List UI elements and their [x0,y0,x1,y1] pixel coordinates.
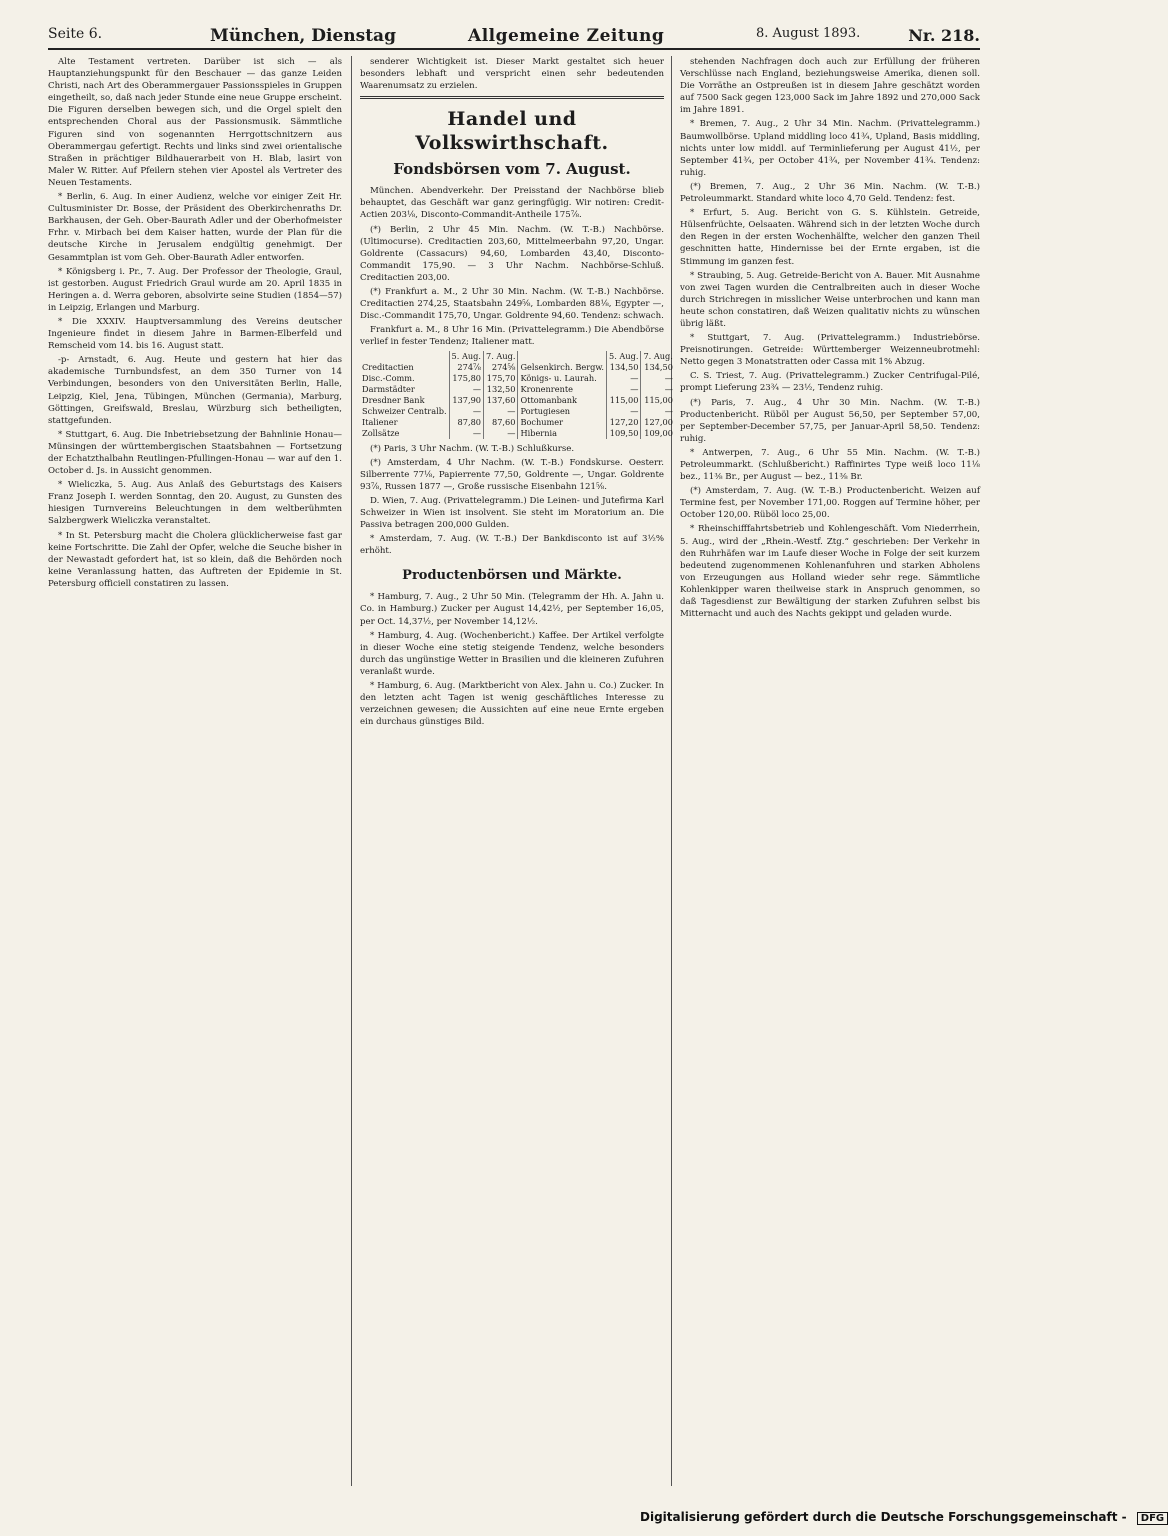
quotes-cell: 115,00 [607,395,641,406]
article-paragraph: * Stuttgart, 6. Aug. Die Inbetriebsetzung der Bahnlinie Honau—Münsingen der württembergischen Staatsbahnen — Fortsetzung der Echatzthalbahn Reutlingen-Pfullingen-Honau — war auf den 1. October d. Js. in Aussicht genommen. [48,429,342,477]
quotes-row [360,406,675,417]
quotes-cell: Darmstädter [362,383,415,394]
quotes-row [360,362,675,373]
market-report: Frankfurt a. M., 8 Uhr 16 Min. (Privattelegramm.) Die Abendbörse verlief in fester Tendenz; Italiener matt. [360,325,664,348]
quotes-cell: Königs- u. Laurah. [518,373,607,384]
market-report: (*) Berlin, 2 Uhr 45 Min. Nachm. (W. T.-B.) Nachbörse. (Ultimocurse). Creditactien 203,60, Mittelmeerbahn 97,20, Ungar. Goldrente (Cassacurs) 94,60, Lombarden 43,40, Disconto-Commandit 175,90. — 3 Uhr Nachm. Nachbörse-Schluß. Creditactien 203,00. [360,224,664,283]
article-paragraph: * Berlin, 6. Aug. In einer Audienz, welche vor einiger Zeit Hr. Cultusminister Dr. Bosse, der Präsident des Oberkirchenraths Dr. Barkhausen, der Geh. Ober-Baurath Adler und der Oberhofmeister Frhr. v. Mirbach bei dem Kaiser hatten, wurde der Plan für die deutsche Kirche in Jerusalem endgültig genehmigt. Der Gesammtplan ist vom Geh. Ober-Baurath Adler entworfen. [48,192,342,263]
quotes-row [360,373,675,384]
market-report: * Straubing, 5. Aug. Getreide-Bericht von A. Bauer. Mit Ausnahme von zwei Tagen wurden die Centralbreiten auch in dieser Woche durch Strichregen in misslicher Weise unterbrochen und kann man heute schon constatiren, daß Weizen qualitativ nichts zu wünschen übrig läßt. [680,270,980,329]
page-header [48,22,980,50]
credit-text: Digitalisierung gefördert durch die Deutsche Forschungsgemeinschaft - [640,1510,1127,1524]
quotes-header-cell: 7. Aug. [484,351,518,362]
market-report: C. S. Triest, 7. Aug. (Privattelegramm.) Zucker Centrifugal-Pilé, prompt Lieferung 23¾ — 23½, Tendenz ruhig. [680,371,980,394]
article-paragraph: Alte Testament vertreten. Darüber ist sich — als Hauptanziehungspunkt für den Beschauer — das ganze Leiden Christi, nach Art des Oberammergauer Passionsspieles in Gruppen eingetheilt, so, daß nach jeder Stunde eine neue Gruppe erscheint. Die Figuren derselben bewegen sich, und die Orgel spielt den entsprechenden Choral aus der Passionsmusik. Sämmtliche Figuren sind von sogenannten Herrgottschnitzern aus Oberammergau gefertigt. Rechts und links sind zwei orientalische Straßen in prächtiger Bildhauerarbeit von H. Blab, lasirt von Maler W. Ritter. Auf Pfeilern stehen vier Apostel als Vertreter des Neuen Testaments. [48,57,342,188]
quotes-cell: 274⅝ [484,362,518,373]
newspaper-title: Allgemeine Zeitung [468,26,665,46]
column-rule [671,56,672,1486]
quotes-cell: 137,90 [449,395,483,406]
quotes-cell: 134,50 [607,362,641,373]
quotes-cell: — [484,428,518,439]
column-3 [680,56,980,1486]
market-report: * Stuttgart, 7. Aug. (Privattelegramm.) Industriebörse. Preisnotirungen. Getreide: Württemberger Weizenneubrotmehl: Netto gegen 3 Monatstratten oder Cassa mit 1% Abzug. [680,333,980,368]
article-paragraph: * Königsberg i. Pr., 7. Aug. Der Professor der Theologie, Graul, ist gestorben. August Friedrich Graul wurde am 20. April 1835 in Heringen a. d. Werra geboren, absolvirte seine Studien (1854—57) in Leipzig, Erlangen und Marburg. [48,266,342,313]
market-report: stehenden Nachfragen doch auch zur Erfüllung der früheren Verschlüsse nach England, beziehungsweise Amerika, dienen soll. Die Vorräthe an Ostpreußen ist in diesem Jahre geschätzt worden auf 7500 Sack gegen 123,000 Sack im Jahre 1892 und 270,000 Sack im Jahre 1891. [680,57,980,116]
quotes-cell: Disc.-Comm. [362,372,415,383]
market-report: (*) Amsterdam, 4 Uhr Nachm. (W. T.-B.) Fondskurse. Oesterr. Silberrente 77⅛, Papierrente 77,50, Goldrente —, Ungar. Goldrente 93⅞, Russen 1877 —, Große russische Eisenbahn 121⅝. [360,457,664,492]
quotes-table [360,351,675,439]
quotes-cell: 109,50 [607,428,641,439]
quotes-cell: Creditactien [362,361,414,372]
article-paragraph: * In St. Petersburg macht die Cholera glücklicherweise fast gar keine Fortschritte. Die Zahl der Opfer, welche die Seuche bisher in der Newastadt gefordert hat, ist so klein, daß die Behörden noch keine Veranlassung hatten, das Auftreten der Epidemie in St. Petersburg officiell constatiren zu lassen. [48,530,342,589]
article-paragraph: -p- Arnstadt, 6. Aug. Heute und gestern hat hier das akademische Turnbundsfest, an dem 350 Turner von 14 Verbindungen, besonders von den Universitäten Berlin, Halle, Leipzig, Kiel, Jena, Tübingen, München (Germania), Marburg, Göttingen, Greifswald, Breslau, Würzburg sich betheiligten, stattgefunden. [48,355,342,426]
quotes-cell: Hibernia [518,428,607,439]
place-and-day: München, Dienstag [210,26,396,46]
market-report: (*) Bremen, 7. Aug., 2 Uhr 36 Min. Nachm. (W. T.-B.) Petroleummarkt. Standard white loco 4,70 Geld. Tendenz: fest. [680,181,980,205]
quotes-cell: — [607,406,641,417]
quotes-cell: 127,20 [607,417,641,428]
quotes-cell: Italiener [362,416,398,427]
quotes-cell: Dresdner Bank [362,394,425,405]
quotes-cell: — [449,428,483,439]
quotes-cell: 175,80 [449,373,483,384]
article-paragraph: * Wieliczka, 5. Aug. Aus Anlaß des Geburtstags des Kaisers Franz Joseph I. werden Sonntag, den 20. August, zu Gunsten des hiesigen Turnvereins Beleuchtungen in dem weltberühmten Salzbergwerk Wieliczka veranstaltet. [48,480,342,527]
page-number: Seite 6. [48,26,103,42]
quotes-header-cell: 5. Aug. [449,351,483,362]
market-report: * Hamburg, 7. Aug., 2 Uhr 50 Min. (Telegramm der Hh. A. Jahn u. Co. in Hamburg.) Zucker per August 14,42½, per September 16,05, per Oct. 14,37½, per November 14,12½. [360,592,664,627]
article-paragraph: senderer Wichtigkeit ist. Dieser Markt gestaltet sich heuer besonders lebhaft und verspricht einen sehr bedeutenden Waarenumsatz zu erzielen. [360,57,664,92]
quotes-header-row [360,351,675,362]
quotes-cell: Ottomanbank [518,395,607,406]
column-rule [351,56,352,1486]
market-report: * Erfurt, 5. Aug. Bericht von G. S. Kühlstein. Getreide, Hülsenfrüchte, Oelsaaten. Während sich in der letzten Woche durch den Regen in der ersten Wochenhälfte, welcher den ganzen Theil geschnitten hatte, Hindernisse bei der Ernte ergaben, ist die Stimmung im ganzen fest. [680,208,980,267]
market-report: * Antwerpen, 7. Aug., 6 Uhr 55 Min. Nachm. (W. T.-B.) Petroleummarkt. (Schlußbericht.) Raffinirtes Type weiß loco 11⅛ bez., 11⅜ Br., per August — bez., 11⅜ Br. [680,447,980,483]
quotes-row [360,417,675,428]
quotes-cell: Kronenrente [518,384,607,395]
quotes-cell: — [641,406,675,417]
quotes-cell: 175,70 [484,373,518,384]
market-report: * Rheinschifffahrtsbetrieb und Kohlengeschäft. Vom Niederrhein, 5. Aug., wird der „Rhein.-Westf. Ztg.“ geschrieben: Der Verkehr in den Ruhrhäfen war im Laufe dieser Woche in Folge der seit kurzem bedeutend zugenommenen Kohlenanfuhren und starken Abholens von Erzeugungen aus Holland wieder sehr rege. Sämmtliche Kohlenkipper waren theilweise stark in Anspruch genommen, so daß Tagesdienst zur Bewältigung der starken Zufuhren selbst bis Mitternacht und auch des Nachts gekippt und geladen wurde. [680,524,980,620]
quotes-cell: 115,00 [641,395,675,406]
quotes-cell: 87,80 [449,417,483,428]
quotes-header-cell [518,351,607,362]
quotes-header-cell: 7. Aug. [641,351,675,362]
section-heading: Handel und Volkswirthschaft. [415,108,609,155]
quotes-cell: — [449,384,483,395]
quotes-cell: Bochumer [518,417,607,428]
quotes-cell: 87,60 [484,417,518,428]
market-report: (*) Paris, 3 Uhr Nachm. (W. T.-B.) Schlußkurse. [370,443,575,454]
quotes-cell: — [641,373,675,384]
quotes-cell: — [484,406,518,417]
quotes-cell: Portugiesen [518,406,607,417]
quotes-cell: Schweizer Centralb. [362,405,447,416]
column-2 [360,56,673,1486]
quotes-cell: — [607,373,641,384]
quotes-header-cell [360,351,449,362]
newspaper-page [48,22,980,1490]
issue-date: 8. August 1893. [756,26,861,41]
quotes-row [360,384,675,395]
section-divider [360,96,664,99]
market-report: * Hamburg, 4. Aug. (Wochenbericht.) Kaffee. Der Artikel verfolgte in dieser Woche eine stetig steigende Tendenz, welche besonders durch das ungünstige Wetter in Brasilien und die kleineren Zufuhren veranlaßt wurde. [360,630,664,677]
article-paragraph: * Die XXXIV. Hauptversammlung des Vereins deutscher Ingenieure findet in diesem Jahre in Barmen-Elberfeld und Remscheid vom 14. bis 16. August statt. [48,316,342,352]
market-report: D. Wien, 7. Aug. (Privattelegramm.) Die Leinen- und Jutefirma Karl Schweizer in Wien ist insolvent. Sie steht im Moratorium an. Die Passiva betragen 200,000 Gulden. [360,495,664,531]
quotes-cell: — [641,384,675,395]
market-report: München. Abendverkehr. Der Preisstand der Nachbörse blieb behauptet, das Geschäft war ganz geringfügig. Wir notiren: Credit-Actien 203⅛, Disconto-Commandit-Antheile 175⅞. [360,186,664,221]
quotes-cell: 127,00 [641,417,675,428]
quotes-cell: — [607,384,641,395]
quotes-cell: 137,60 [484,395,518,406]
quotes-cell: Zollsätze [362,427,400,438]
subsection-heading: Fondsbörsen vom 7. August. [393,160,631,179]
column-1 [48,56,342,1486]
quotes-cell: 274⅞ [449,362,483,373]
quotes-cell: 134,50 [641,362,675,373]
quotes-row [360,428,675,439]
digitization-credit [640,1510,1168,1525]
issue-number: Nr. 218. [908,26,980,45]
subsection-heading: Productenbörsen und Märkte. [402,568,622,584]
market-report: (*) Paris, 7. Aug., 4 Uhr 30 Min. Nachm. (W. T.-B.) Productenbericht. Rüböl per August 56,50, per September 57,00, per September-December 57,75, per Januar-April 58,50. Tendenz: ruhig. [680,397,980,444]
market-report: * Amsterdam, 7. Aug. (W. T.-B.) Der Bankdisconto ist auf 3½% erhöht. [360,534,664,557]
quotes-cell: 109,00 [641,428,675,439]
quotes-header-cell: 5. Aug. [607,351,641,362]
market-report: * Hamburg, 6. Aug. (Marktbericht von Alex. Jahn u. Co.) Zucker. In den letzten acht Tagen ist wenig geschäftliches Interesse zu verzeichnen gewesen; die Aussichten auf eine neue Ernte ergeben ein durchaus günstiges Bild. [360,681,664,728]
market-report: (*) Frankfurt a. M., 2 Uhr 30 Min. Nachm. (W. T.-B.) Nachbörse. Creditactien 274,25, Staatsbahn 249⅝, Lombarden 88⅛, Egypter —, Disc.-Commandit 175,70, Ungar. Goldrente 94,60. Tendenz: schwach. [360,287,664,322]
market-report: * Bremen, 7. Aug., 2 Uhr 34 Min. Nachm. (Privattelegramm.) Baumwollbörse. Upland middling loco 41¾, Upland, Basis middling, nichts unter low middl. auf Terminlieferung per August 41½, per September 41¾, per October 41¾, per November 41¾. Tendenz: ruhig. [680,119,980,178]
quotes-cell: — [449,406,483,417]
dfg-logo: DFG [1137,1512,1168,1525]
quotes-cell: Gelsenkirch. Bergw. [518,362,607,373]
quotes-row [360,395,675,406]
market-report: (*) Amsterdam, 7. Aug. (W. T.-B.) Productenbericht. Weizen auf Termine fest, per November 171,00. Roggen auf Termine höher, per October 120,00. Rüböl loco 25,00. [680,486,980,521]
quotes-cell: 132,50 [484,384,518,395]
